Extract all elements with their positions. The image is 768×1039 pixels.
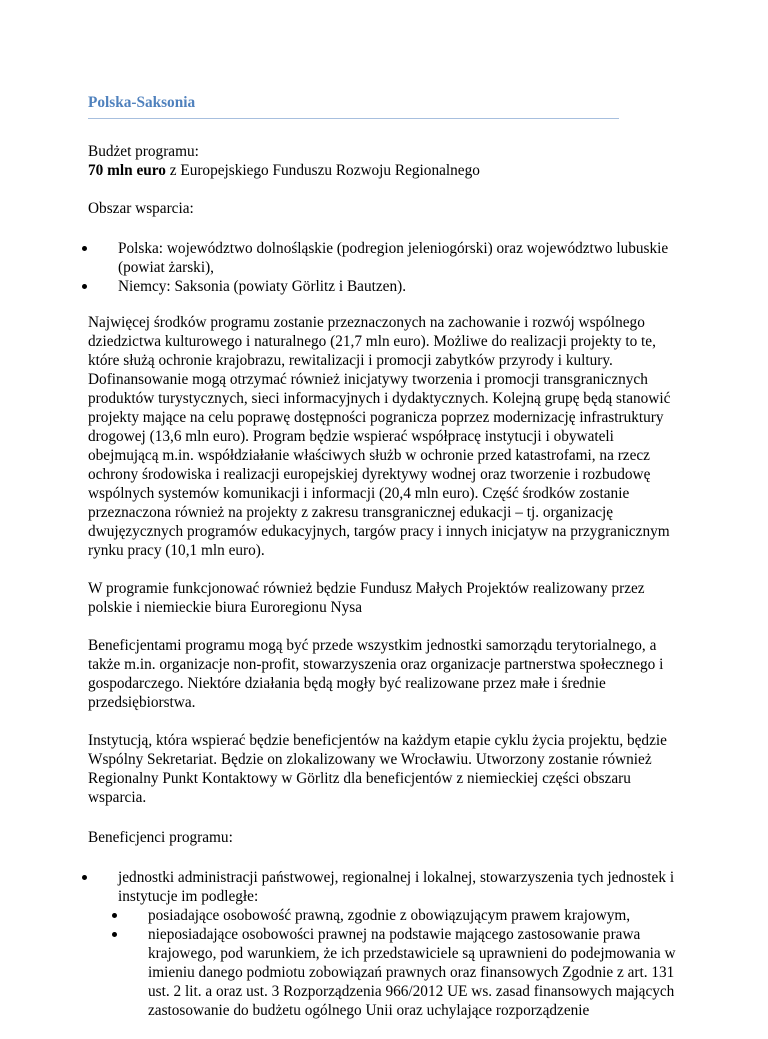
paragraph-beneficiaries: Beneficjentami programu mogą być przede wszystkim jednostki samorządu terytorialnego, a także m.in. organizacje non-profit, stowarzyszenia oraz organizacje partnerstwa społecznego i gospodarczego. Niektóre działania będą mogły być realizowane przez małe i średnie przedsiębiorstwa. [88,637,664,711]
paragraph-priorities: Najwięcej środków programu zostanie przeznaczonych na zachowanie i rozwój wspólnego dziedzictwa kulturowego i naturalnego (21,7 mln euro). Możliwe do realizacji projekty to te, które służą ochronie krajobrazu, rewitalizacji i promocji zabytków przyrody i kultury. Dofinansowanie mogą otrzymać również inicjatywy tworzenia i promocji transgranicznych produktów turystycznych, sieci informacyjnych i dydaktycznych. Kolejną grupę będą stanowić projekty mające na celu poprawę dostępności pogranicza poprzez modernizację infrastruktury drogowej (13,6 mln euro). Program będzie wspierać współpracę instytucji i obywateli obejmującą m.in. współdziałanie właściwych służb w ochronie przed katastrofami, na rzecz ochrony środowiska i realizacji europejskiej dyrektywy wodnej oraz tworzenie i rozbudowę wspólnych systemów komunikacji i informacji (20,4 mln euro). Część środków zostanie przeznaczona również na projekty z zakresu transgranicznej edukacji – tj. organizację dwujęzycznych programów edukacyjnych, targów pracy i innych inicjatyw na przygranicznym rynku pracy (10,1 mln euro). [88,314,671,559]
document-body [88,142,688,1039]
list-item [88,277,688,296]
list-item [88,239,688,277]
beneficiaries-label: Beneficjenci programu: [88,829,233,846]
area-label: Obszar wsparcia: [88,200,194,217]
beneficiaries-subitem-nonlegal: nieposiadające osobowości prawnej na podstawie mającego zastosowanie prawa krajowego, pod warunkiem, że ich przedstawiciele są uprawnieni do podejmowania w imieniu danego podmiotu zobowiązań prawnych oraz finansowych Zgodnie z art. 131 ust. 2 lit. a oraz ust. 3 Rozporządzenia 966/2012 UE ws. zasad finansowych mających zastosowanie do budżetu ogólnego Unii oraz uchylające rozporządzenie [148,926,676,1019]
section-heading: Polska-Saksonia [88,94,196,111]
beneficiaries-sublist [118,906,688,1020]
budget-amount: 70 mln euro [88,162,166,179]
heading-divider [88,118,619,119]
area-item-poland: Polska: województwo dolnośląskie (podregion jeleniogórski) oraz województwo lubuskie (powiat żarski), [118,240,669,276]
beneficiaries-list [88,868,688,1020]
budget-block [88,142,688,180]
list-item [118,906,688,925]
budget-label: Budżet programu: [88,143,199,160]
paragraph-small-projects-fund: W programie funkcjonować również będzie Fundusz Małych Projektów realizowany przez polskie i niemieckie biura Euroregionu Nysa [88,580,645,616]
area-list [88,239,688,296]
beneficiaries-item: jednostki administracji państwowej, regionalnej i lokalnej, stowarzyszenia tych jednostek i instytucje im podległe: [118,869,675,905]
paragraph-joint-secretariat: Instytucją, która wspierać będzie beneficjentów na każdym etapie cyklu życia projektu, będzie Wspólny Sekretariat. Będzie on zlokalizowany we Wrocławiu. Utworzony zostanie również Regionalny Punkt Kontaktowy w Görlitz dla beneficjentów z niemieckiej części obszaru wsparcia. [88,732,667,806]
list-item [88,868,688,1020]
beneficiaries-subitem-legal: posiadające osobowość prawną, zgodnie z obowiązującym prawem krajowym, [148,907,631,924]
list-item [118,925,688,1020]
area-item-germany: Niemcy: Saksonia (powiaty Görlitz i Bautzen). [118,278,407,295]
budget-source: z Europejskiego Funduszu Rozwoju Regionalnego [165,162,480,179]
